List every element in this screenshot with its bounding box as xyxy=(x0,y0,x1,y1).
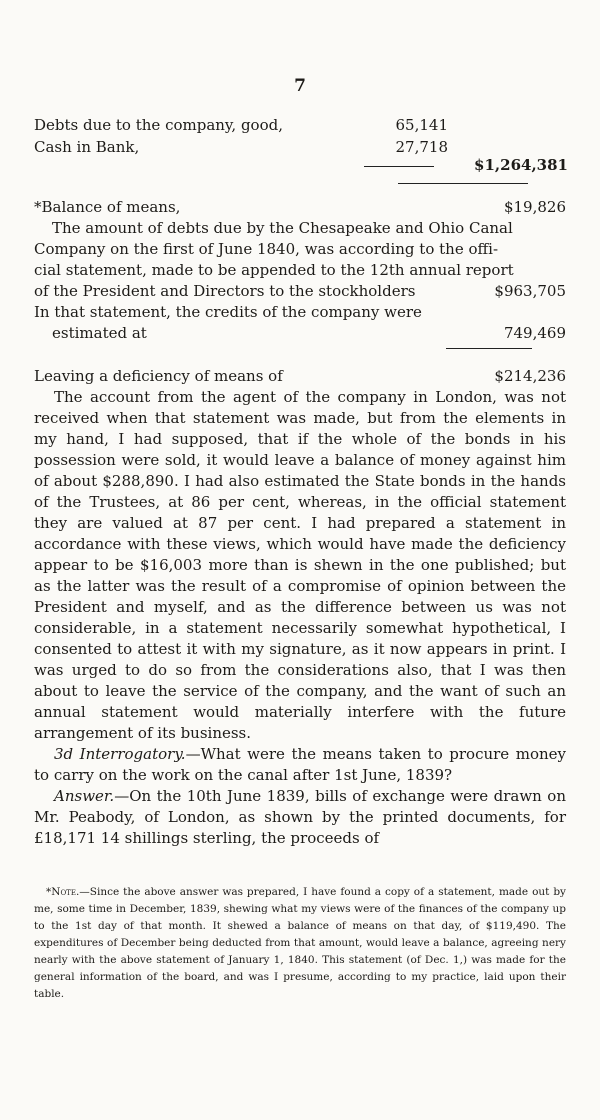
means-statement xyxy=(34,197,566,344)
credits-amount: 749,469 xyxy=(503,324,566,342)
debts-amount: $963,705 xyxy=(494,282,566,300)
balance-amount: $19,826 xyxy=(503,198,566,216)
ledger-row-debts xyxy=(34,116,568,138)
footnote-paragraph xyxy=(34,884,566,1003)
ledger-total: $1,264,381 xyxy=(474,156,568,174)
body-text xyxy=(34,387,566,849)
ledger xyxy=(34,116,568,160)
debts-line-last xyxy=(34,281,566,302)
debts-line: cial statement, made to be appended to the 12th annual report xyxy=(34,261,514,279)
deficiency-rule xyxy=(446,348,532,349)
ledger-amount: 27,718 xyxy=(395,138,448,156)
ledger-label: Cash in Bank, xyxy=(34,138,140,156)
footnote xyxy=(34,884,566,1003)
credits-line-last xyxy=(34,323,566,344)
interrogatory-paragraph xyxy=(34,744,566,786)
total-rule xyxy=(398,183,528,184)
debts-line-text: of the President and Directors to the stockholders xyxy=(34,282,416,300)
answer-paragraph xyxy=(34,786,566,849)
answer-text: —On the 10th June 1839, bills of exchange were drawn on Mr. Peabody, of London, as shown by the printed documents, for £18,171 14 shillings sterling, the proceeds of xyxy=(34,787,566,847)
footnote-label: *Note. xyxy=(46,886,80,898)
paragraph: The account from the agent of the company in London, was not received when that statement was made, but from the elements in my hand, I had supposed, that if the whole of the bonds in his possession were sold, it would leave a balance of money against him of about $288,890. I had also estimated the State bonds in the hands of the Trustees, at 86 per cent, whereas, in the official statement they are valued at 87 per cent. I had prepared a statement in accordance with these views, which would have made the deficiency appear to be $16,003 more than is shewn in the one published; but as the latter was the result of a compromise of opinion between the President and myself, and as the difference between us was not considerable, in a statement necessarily somewhat hypothetical, I consented to attest it with my signature, as it now appears in print. I was urged to do so from the considerations also, that I was then about to leave the service of the company, and the want of such an annual statement would materially interfere with the future arrangement of its business. xyxy=(34,388,566,742)
debts-line: The amount of debts due by the Chesapeake and Ohio Canal xyxy=(52,219,513,237)
interrogatory-label: 3d Interrogatory. xyxy=(54,745,186,763)
ledger-label: Debts due to the company, good, xyxy=(34,116,283,134)
ledger-amount: 65,141 xyxy=(395,116,448,134)
footnote-text: —Since the above answer was prepared, I have found a copy of a statement, made out by me, some time in December, 1839, shewing what my views were of the finances of the company up to the 1st day of that month. It shewed a balance of means on that day, of $119,490. The expenditures of December being deducted from that amount, would leave a balance, agreeing nery nearly with the above statement of January 1, 1840. This statement (of Dec. 1,) was made for the general information of the board, and was I presume, according to my practice, laid upon their table. xyxy=(34,886,566,1000)
sum-rule xyxy=(364,166,434,167)
answer-label: Answer. xyxy=(54,787,115,805)
deficiency-amount: $214,236 xyxy=(494,367,566,385)
deficiency-line xyxy=(34,366,566,387)
balance-label: *Balance of means, xyxy=(34,198,181,216)
debts-line: Company on the first of June 1840, was according to the offi- xyxy=(34,240,499,258)
page-number: 7 xyxy=(294,76,306,96)
deficiency-label: Leaving a deficiency of means of xyxy=(34,367,283,385)
interrogatory-text: —What were the means taken to procure money to carry on the work on the canal after 1st June, 1839? xyxy=(34,745,566,784)
deficiency-statement xyxy=(34,366,566,387)
balance-line xyxy=(34,197,566,218)
credits-line: In that statement, the credits of the company were xyxy=(34,303,422,321)
credits-line-text: estimated at xyxy=(52,324,147,342)
